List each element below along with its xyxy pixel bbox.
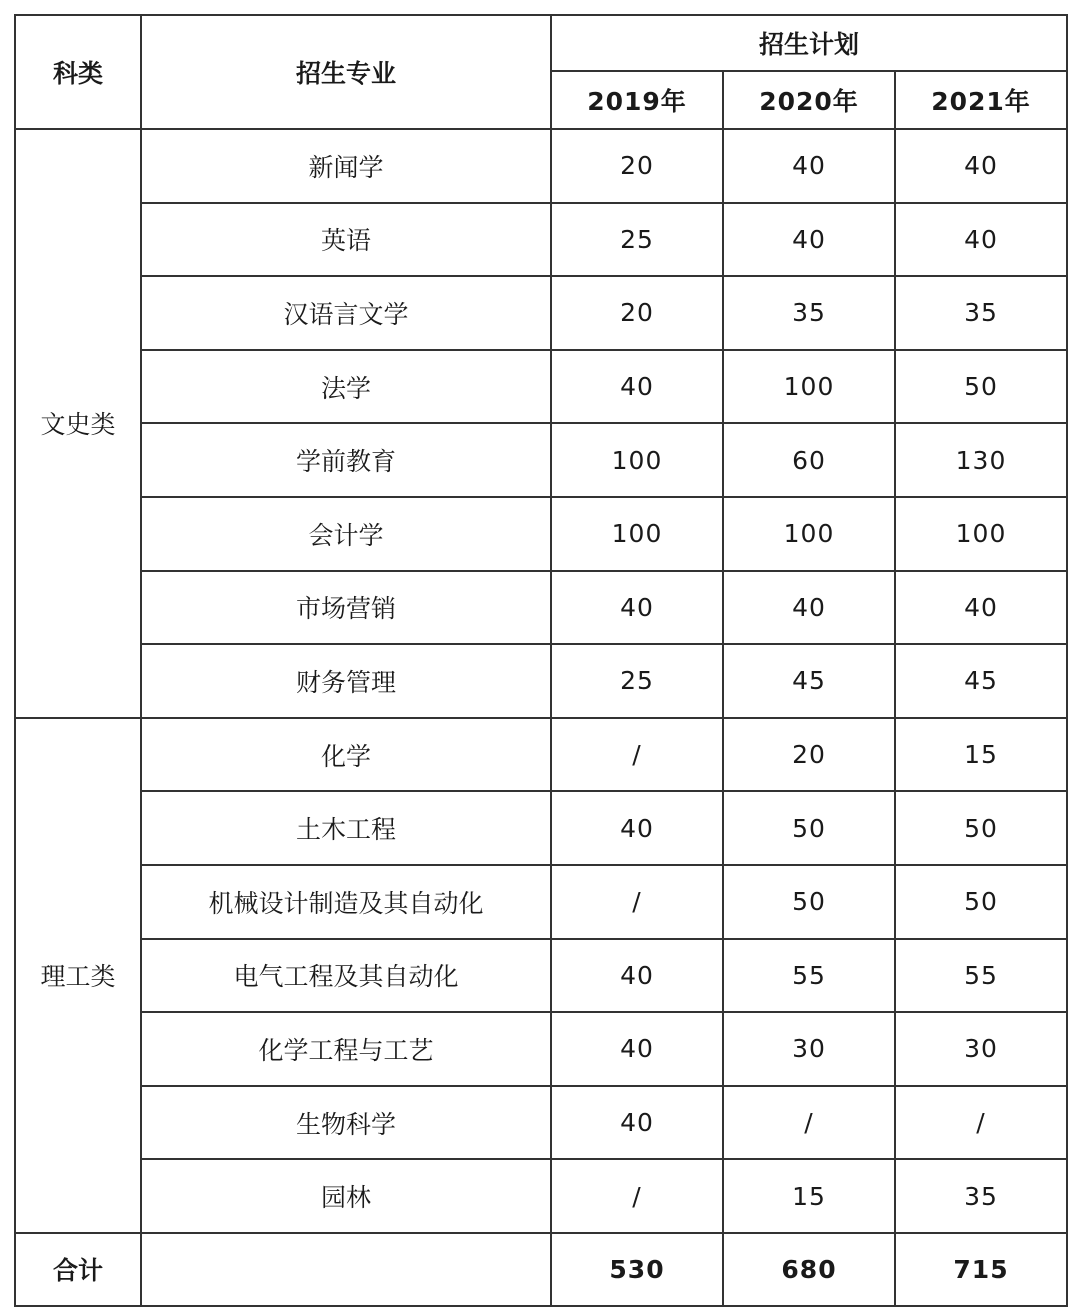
value-cell-2020: 100 [723, 497, 895, 571]
value-cell-2020: 50 [723, 865, 895, 939]
value-cell-2019: / [551, 865, 723, 939]
major-cell: 生物科学 [141, 1086, 551, 1160]
category-cell-science-engineering: 理工类 [15, 718, 141, 1233]
major-cell: 法学 [141, 350, 551, 424]
value-cell-2019: 20 [551, 129, 723, 203]
value-cell-2021: / [895, 1086, 1067, 1160]
value-cell-2021: 15 [895, 718, 1067, 792]
major-cell: 电气工程及其自动化 [141, 939, 551, 1013]
major-cell: 土木工程 [141, 791, 551, 865]
header-category: 科类 [15, 15, 141, 129]
value-cell-2021: 130 [895, 423, 1067, 497]
value-cell-2020: 35 [723, 276, 895, 350]
value-cell-2019: 40 [551, 350, 723, 424]
table-row [15, 350, 1067, 424]
value-cell-2019: 100 [551, 497, 723, 571]
value-cell-2019: 40 [551, 939, 723, 1013]
major-cell: 英语 [141, 203, 551, 277]
value-cell-2020: / [723, 1086, 895, 1160]
value-cell-2021: 50 [895, 350, 1067, 424]
value-cell-2019: / [551, 1159, 723, 1233]
value-cell-2021: 40 [895, 129, 1067, 203]
value-cell-2019: 20 [551, 276, 723, 350]
value-cell-2020: 45 [723, 644, 895, 718]
value-cell-2020: 15 [723, 1159, 895, 1233]
table-row [15, 939, 1067, 1013]
value-cell-2020: 30 [723, 1012, 895, 1086]
header-row [15, 15, 1067, 71]
value-cell-2021: 45 [895, 644, 1067, 718]
table-row [15, 203, 1067, 277]
value-cell-2019: / [551, 718, 723, 792]
value-cell-2021: 100 [895, 497, 1067, 571]
value-cell-2021: 40 [895, 203, 1067, 277]
total-major-empty [141, 1233, 551, 1306]
major-cell: 会计学 [141, 497, 551, 571]
total-2021: 715 [895, 1233, 1067, 1306]
value-cell-2020: 40 [723, 203, 895, 277]
value-cell-2021: 50 [895, 791, 1067, 865]
value-cell-2021: 35 [895, 1159, 1067, 1233]
value-cell-2019: 25 [551, 203, 723, 277]
value-cell-2021: 30 [895, 1012, 1067, 1086]
total-label: 合计 [15, 1233, 141, 1306]
header-year-2019: 2019年 [551, 71, 723, 129]
value-cell-2020: 50 [723, 791, 895, 865]
value-cell-2019: 40 [551, 1086, 723, 1160]
value-cell-2021: 50 [895, 865, 1067, 939]
total-2020: 680 [723, 1233, 895, 1306]
value-cell-2020: 60 [723, 423, 895, 497]
table-row [15, 423, 1067, 497]
table-row [15, 1012, 1067, 1086]
category-cell-liberal-arts: 文史类 [15, 129, 141, 718]
value-cell-2020: 40 [723, 129, 895, 203]
value-cell-2019: 40 [551, 791, 723, 865]
table-row [15, 497, 1067, 571]
table-row [15, 571, 1067, 645]
value-cell-2021: 35 [895, 276, 1067, 350]
total-row [15, 1233, 1067, 1306]
major-cell: 园林 [141, 1159, 551, 1233]
value-cell-2019: 25 [551, 644, 723, 718]
table-row [15, 1086, 1067, 1160]
major-cell: 财务管理 [141, 644, 551, 718]
total-2019: 530 [551, 1233, 723, 1306]
major-cell: 机械设计制造及其自动化 [141, 865, 551, 939]
table-row [15, 644, 1067, 718]
value-cell-2019: 100 [551, 423, 723, 497]
header-year-2020: 2020年 [723, 71, 895, 129]
value-cell-2020: 100 [723, 350, 895, 424]
value-cell-2021: 40 [895, 571, 1067, 645]
value-cell-2021: 55 [895, 939, 1067, 1013]
header-plan: 招生计划 [551, 15, 1067, 71]
table-row [15, 276, 1067, 350]
header-major: 招生专业 [141, 15, 551, 129]
major-cell: 化学工程与工艺 [141, 1012, 551, 1086]
table-row [15, 129, 1067, 203]
enrollment-plan-table [14, 14, 1068, 1307]
major-cell: 化学 [141, 718, 551, 792]
major-cell: 学前教育 [141, 423, 551, 497]
value-cell-2020: 40 [723, 571, 895, 645]
table-row [15, 865, 1067, 939]
value-cell-2020: 55 [723, 939, 895, 1013]
major-cell: 市场营销 [141, 571, 551, 645]
major-cell: 汉语言文学 [141, 276, 551, 350]
value-cell-2019: 40 [551, 571, 723, 645]
header-year-2021: 2021年 [895, 71, 1067, 129]
value-cell-2019: 40 [551, 1012, 723, 1086]
major-cell: 新闻学 [141, 129, 551, 203]
value-cell-2020: 20 [723, 718, 895, 792]
table-row [15, 718, 1067, 792]
table-row [15, 791, 1067, 865]
table-row [15, 1159, 1067, 1233]
